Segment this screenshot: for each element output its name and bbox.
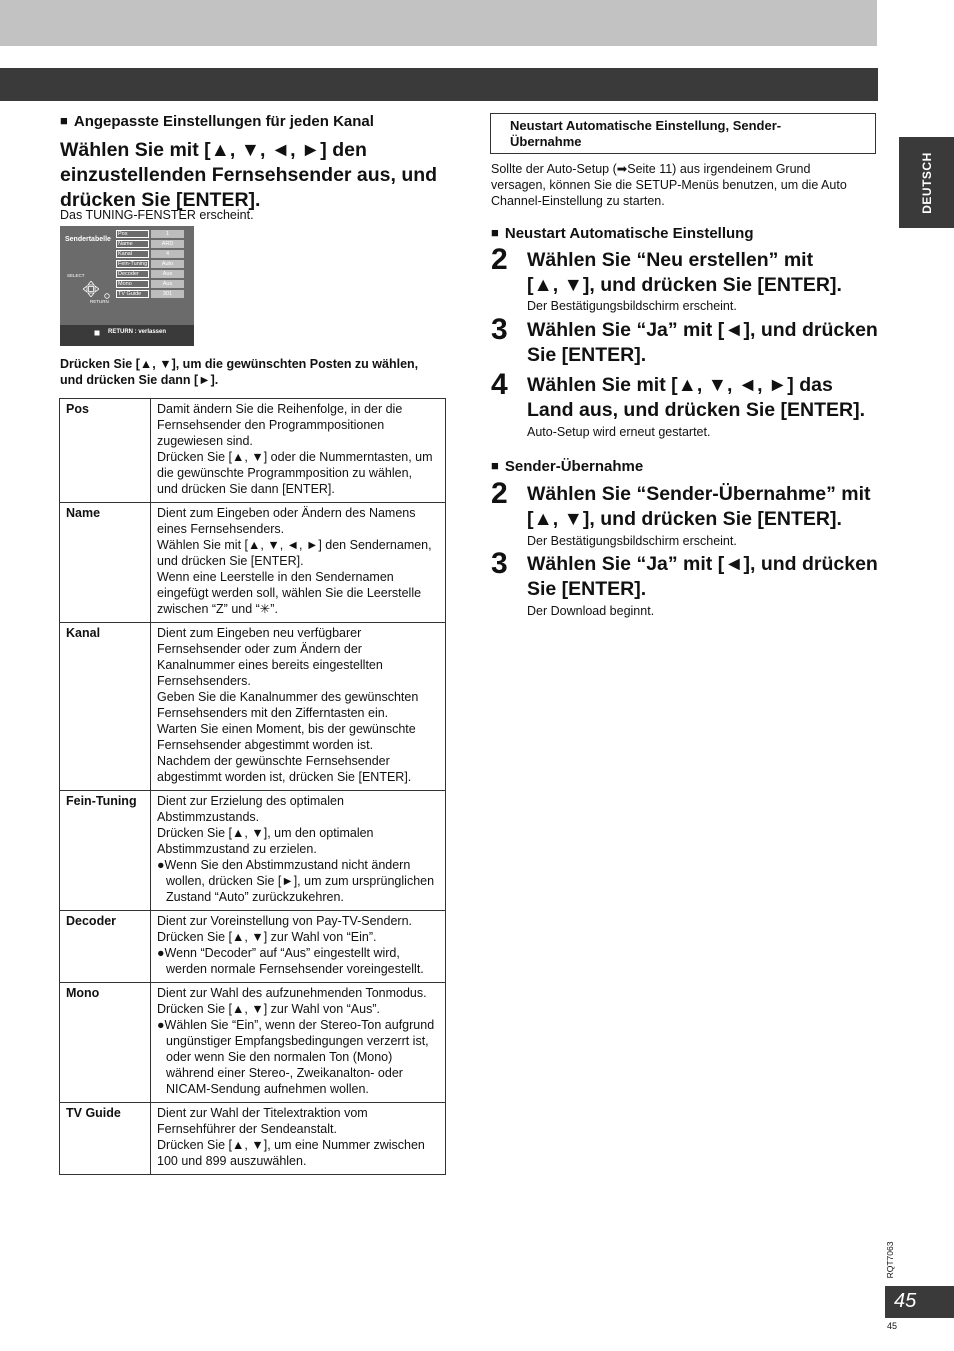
table-line: abgestimmt worden ist, drücken Sie [ENTER]. bbox=[157, 770, 412, 784]
section-heading-custom bbox=[60, 113, 374, 130]
document-code bbox=[880, 1240, 900, 1280]
step-note: Der Bestätigungsbildschirm erscheint. bbox=[527, 534, 737, 548]
table-line: Kanalnummer eines bereits eingestellten bbox=[157, 658, 383, 672]
table-line: zugewiesen sind. bbox=[157, 434, 253, 448]
table-key: Name bbox=[60, 503, 151, 623]
table-row bbox=[60, 911, 446, 983]
page-number: 45 bbox=[894, 1290, 917, 1312]
screen-row-value: Auto bbox=[151, 260, 184, 268]
screen-return-label: RETURN bbox=[90, 299, 109, 304]
table-line: Drücken Sie [▲, ▼] zur Wahl von “Aus”. bbox=[157, 1002, 380, 1016]
table-desc bbox=[151, 1103, 446, 1175]
table-line: Fernsehsender den Programmpositionen bbox=[157, 418, 385, 432]
screen-row-value: ARD bbox=[151, 240, 184, 248]
step-text bbox=[527, 482, 871, 532]
screen-row-key: Kanal bbox=[116, 250, 149, 258]
screen-row bbox=[116, 270, 186, 278]
screen-row-key: Name bbox=[116, 240, 149, 248]
table-line: Drücken Sie [▲, ▼] oder die Nummerntasten, um bbox=[157, 450, 433, 464]
step-line: Wählen Sie “Ja” mit [◄], und drücken bbox=[527, 319, 878, 341]
step-line: Sie [ENTER]. bbox=[527, 344, 647, 366]
section-heading-text: Neustart Automatische Einstellung bbox=[504, 225, 754, 242]
table-line: Dient zur Wahl des aufzunehmenden Tonmodus. bbox=[157, 986, 427, 1000]
table-key: Pos bbox=[60, 399, 151, 503]
document-code-text: RQT7063 bbox=[885, 1241, 895, 1279]
table-key: Decoder bbox=[60, 911, 151, 983]
step-line: Wählen Sie mit [▲, ▼, ◄, ►] das bbox=[527, 374, 833, 396]
table-line: Dient zum Eingeben oder Ändern des Namens bbox=[157, 506, 416, 520]
table-line: Wählen Sie mit [▲, ▼, ◄, ►] den Sendernamen, bbox=[157, 538, 432, 552]
box-title-text: Neustart Automatische Einstellung, Sender-Übernahme bbox=[510, 118, 782, 149]
instruction-line: und drücken Sie dann [►]. bbox=[60, 373, 219, 387]
table-line: Abstimmzustand zu erzielen. bbox=[157, 842, 317, 856]
table-desc bbox=[151, 983, 446, 1103]
intro-text bbox=[491, 161, 877, 209]
table-row bbox=[60, 399, 446, 503]
screen-row-key: Pos bbox=[116, 230, 149, 238]
step-note: Der Bestätigungsbildschirm erscheint. bbox=[527, 299, 737, 313]
section-dark-bar bbox=[0, 68, 878, 101]
step-line: Wählen Sie “Neu erstellen” mit bbox=[527, 249, 814, 271]
box-title bbox=[490, 113, 876, 154]
table-key: Fein-Tuning bbox=[60, 791, 151, 911]
table-line: Fernsehführer der Sendeanstalt. bbox=[157, 1122, 337, 1136]
section-heading-text: Sender-Übernahme bbox=[504, 458, 644, 475]
table-line: Dient zum Eingeben neu verfügbarer bbox=[157, 626, 362, 640]
language-tab-label: DEUTSCH bbox=[919, 151, 934, 214]
table-line: Nachdem der gewünschte Fernsehsender bbox=[157, 754, 390, 768]
table-line: die gewünschte Programmposition zu wählen, bbox=[157, 466, 412, 480]
step-text bbox=[527, 373, 865, 423]
screen-row bbox=[116, 240, 186, 248]
table-key: Mono bbox=[60, 983, 151, 1103]
screen-title: Sendertabelle bbox=[65, 236, 111, 243]
main-heading bbox=[60, 138, 460, 213]
table-line: eines Fernsehsenders. bbox=[157, 522, 285, 536]
step-number: 4 bbox=[491, 368, 508, 401]
screen-row-value: 301 bbox=[151, 290, 184, 298]
main-heading-line: Wählen Sie mit [▲, ▼, ◄, ►] den bbox=[60, 139, 367, 161]
table-key: TV Guide bbox=[60, 1103, 151, 1175]
table-row bbox=[60, 983, 446, 1103]
table-line: Drücken Sie [▲, ▼] zur Wahl von “Ein”. bbox=[157, 930, 377, 944]
tuning-screen-image bbox=[60, 226, 194, 346]
step-line: Sie [ENTER]. bbox=[527, 578, 647, 600]
table-line: Dient zur Voreinstellung von Pay-TV-Sendern. bbox=[157, 914, 412, 928]
step-text bbox=[527, 248, 842, 298]
step-text bbox=[527, 318, 878, 368]
table-row bbox=[60, 1103, 446, 1175]
table-line: zwischen “Z” und “✳”. bbox=[157, 602, 278, 616]
screen-footer bbox=[60, 325, 194, 346]
table-line: 100 und 899 auszuwählen. bbox=[157, 1154, 307, 1168]
table-line: Fernsehsender oder zum Ändern der bbox=[157, 642, 362, 656]
screen-row-value: 1 bbox=[151, 230, 184, 238]
screen-row-value: 4 bbox=[151, 250, 184, 258]
main-heading-line: drücken Sie [ENTER]. bbox=[60, 189, 261, 211]
screen-row-value: Aus bbox=[151, 270, 184, 278]
intro-line: Sollte der Auto-Setup (➡Seite 11) aus irgendeinem Grund bbox=[491, 162, 811, 176]
screen-row bbox=[116, 280, 186, 288]
screen-footer-text: RETURN : verlassen bbox=[108, 329, 167, 335]
screen-select-label: SELECT bbox=[67, 273, 85, 278]
screen-row-key: Fein-Tuning bbox=[118, 261, 148, 267]
table-line: Geben Sie die Kanalnummer des gewünschten bbox=[157, 690, 419, 704]
table-row bbox=[60, 623, 446, 791]
table-line: Abstimmzustands. bbox=[157, 810, 260, 824]
table-row bbox=[60, 791, 446, 911]
table-line: Dient zur Erzielung des optimalen bbox=[157, 794, 344, 808]
main-heading-line: einzustellenden Fernsehsender aus, und bbox=[60, 164, 438, 186]
table-line: Wenn eine Leerstelle in den Sendernamen bbox=[157, 570, 394, 584]
step-line: Wählen Sie “Ja” mit [◄], und drücken bbox=[527, 553, 878, 575]
step-text bbox=[527, 552, 878, 602]
table-bullet: ●Wählen Sie “Ein”, wenn der Stereo-Ton aufgrund ungünstiger Empfangsbedingungen verzerrt ist, oder wenn Sie den normalen Ton (Mono) während einer Stereo-, Zweikanalton- oder NICAM-Sendung aufnehmen wollen. bbox=[157, 1018, 435, 1096]
screen-row bbox=[116, 250, 186, 258]
step-note: Auto-Setup wird erneut gestartet. bbox=[527, 425, 711, 439]
settings-table bbox=[59, 398, 446, 1175]
remote-icon bbox=[94, 330, 102, 336]
screen-row-key: Mono bbox=[116, 280, 149, 288]
screen-row bbox=[116, 230, 186, 238]
language-tab bbox=[899, 137, 954, 228]
table-desc bbox=[151, 791, 446, 911]
section-heading-text: Angepasste Einstellungen für jeden Kanal bbox=[73, 113, 374, 130]
section-heading-restart bbox=[491, 225, 754, 242]
table-line: und drücken Sie [ENTER]. bbox=[157, 554, 304, 568]
screen-row bbox=[116, 290, 186, 298]
tuning-note: Das TUNING-FENSTER erscheint. bbox=[60, 208, 254, 222]
table-line: und drücken Sie dann [ENTER]. bbox=[157, 482, 335, 496]
top-gray-bar bbox=[0, 0, 877, 46]
step-number: 2 bbox=[491, 243, 508, 276]
step-number: 3 bbox=[491, 313, 508, 346]
table-desc bbox=[151, 623, 446, 791]
section-heading-transfer bbox=[491, 458, 643, 475]
intro-line: versagen, können Sie die SETUP-Menüs benutzen, um die Auto bbox=[491, 178, 847, 192]
table-desc bbox=[151, 503, 446, 623]
page-number-box bbox=[885, 1286, 954, 1318]
table-line: eingefügt werden soll, wählen Sie die Leerstelle bbox=[157, 586, 422, 600]
dpad-icon bbox=[83, 281, 99, 297]
table-line: Fernsehsenders. bbox=[157, 674, 251, 688]
step-line: [▲, ▼], und drücken Sie [ENTER]. bbox=[527, 274, 842, 296]
table-bullet: ●Wenn “Decoder” auf “Aus” eingestellt wird, werden normale Fernsehsender voreingestellt. bbox=[157, 946, 424, 976]
table-desc bbox=[151, 911, 446, 983]
screen-row-key: Decoder bbox=[116, 270, 149, 278]
table-row bbox=[60, 503, 446, 623]
screen-row-value: Aus bbox=[151, 280, 184, 288]
screen-row bbox=[116, 260, 186, 268]
table-line: Drücken Sie [▲, ▼], um eine Nummer zwischen bbox=[157, 1138, 425, 1152]
step-note: Der Download beginnt. bbox=[527, 604, 655, 618]
screen-row-key: TV Guide bbox=[116, 290, 149, 298]
step-line: Land aus, und drücken Sie [ENTER]. bbox=[527, 399, 866, 421]
table-line: Fernsehsenders mit den Zifferntasten ein. bbox=[157, 706, 389, 720]
step-line: [▲, ▼], und drücken Sie [ENTER]. bbox=[527, 508, 842, 530]
table-line: Drücken Sie [▲, ▼], um den optimalen bbox=[157, 826, 374, 840]
table-key: Kanal bbox=[60, 623, 151, 791]
table-line: Damit ändern Sie die Reihenfolge, in der die bbox=[157, 402, 403, 416]
instruction bbox=[60, 356, 418, 388]
intro-line: Channel-Einstellung zu starten. bbox=[491, 194, 665, 208]
instruction-line: Drücken Sie [▲, ▼], um die gewünschten Posten zu wählen, bbox=[60, 357, 419, 371]
step-line: Wählen Sie “Sender-Übernahme” mit bbox=[527, 483, 871, 505]
table-bullet: ●Wenn Sie den Abstimmzustand nicht ändern wollen, drücken Sie [►], um zum ursprünglichen Zustand “Auto” zurückzukehren. bbox=[157, 858, 435, 904]
step-number: 3 bbox=[491, 547, 508, 580]
table-line: Fernsehsender abgestimmt worden ist. bbox=[157, 738, 374, 752]
table-line: Dient zur Wahl der Titelextraktion vom bbox=[157, 1106, 368, 1120]
page-number-small: 45 bbox=[887, 1321, 898, 1331]
step-number: 2 bbox=[491, 477, 508, 510]
table-line: Warten Sie einen Moment, bis der gewünschte bbox=[157, 722, 416, 736]
table-desc bbox=[151, 399, 446, 503]
